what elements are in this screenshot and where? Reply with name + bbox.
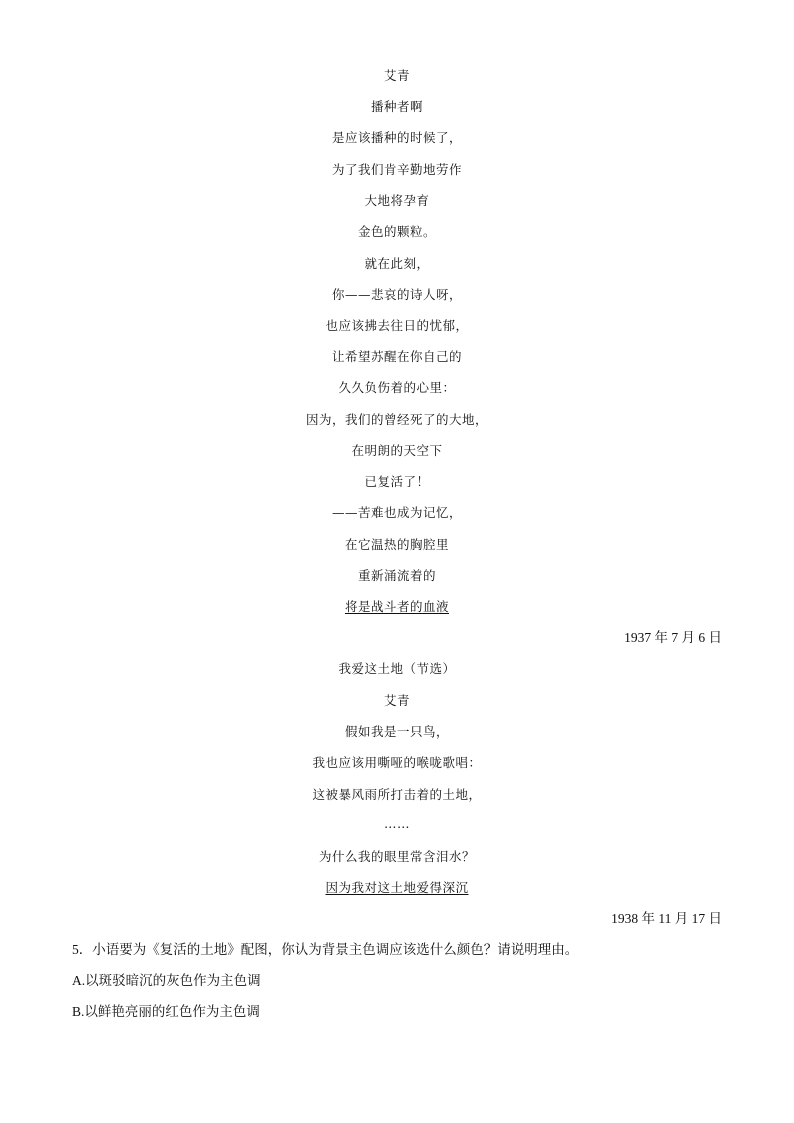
poem1-line-7: 你——悲哀的诗人呀， — [331, 287, 462, 302]
poem1-line-1: 播种者啊 — [370, 99, 423, 114]
poem1-line-16: 重新涌流着的 — [357, 568, 436, 583]
poem2-line-3: 这被暴风雨所打击着的土地， — [312, 787, 482, 802]
poem1-line-14: ——苦难也成为记忆， — [331, 505, 462, 520]
poem2-title: 我爱这土地（节选） — [338, 661, 456, 676]
poem2-date: 1938 年 11 月 17 日 — [611, 911, 722, 926]
poem1-line-15: 在它温热的胸腔里 — [344, 537, 449, 552]
poem1-author: 艾青 — [383, 68, 410, 83]
poem1-line-13: 已复活了！ — [364, 474, 430, 489]
question-text: 5．小语要为《复活的土地》配图，你认为背景主色调应该选什么颜色？请说明理由。 — [72, 942, 579, 957]
poem2-line-4: 为什么我的眼里常含泪水？ — [318, 849, 475, 864]
option-b: B.以鲜艳亮丽的红色作为主色调 — [72, 1004, 260, 1019]
poem2-line-5: 因为我对这土地爱得深沉 — [325, 880, 469, 895]
poem1-line-12: 在明朗的天空下 — [351, 443, 443, 458]
poem1-line-4: 大地将孕育 — [364, 193, 430, 208]
poem1-line-11: 因为，我们的曾经死了的大地， — [305, 412, 488, 427]
poem1-line-9: 让希望苏醒在你自己的 — [331, 349, 462, 364]
poem2-ellipsis: …… — [384, 816, 410, 831]
poem1-date: 1937 年 7 月 6 日 — [624, 630, 722, 645]
poem2-author: 艾青 — [383, 693, 410, 708]
poem1-line-5: 金色的颗粒。 — [357, 224, 436, 239]
poem1-line-17: 将是战斗者的血液 — [344, 599, 449, 614]
option-a: A.以斑驳暗沉的灰色作为主色调 — [72, 973, 261, 988]
poem1-line-3: 为了我们肯辛勤地劳作 — [331, 162, 462, 177]
poem1-line-8: 也应该拂去往日的忧郁， — [325, 318, 469, 333]
poem1-line-6: 就在此刻， — [364, 256, 430, 271]
poem1-line-10: 久久负伤着的心里： — [338, 380, 456, 395]
poem2-line-2: 我也应该用嘶哑的喉咙歌唱： — [312, 755, 482, 770]
poem2-line-1: 假如我是一只鸟， — [344, 724, 449, 739]
poem1-line-2: 是应该播种的时候了， — [331, 130, 462, 145]
